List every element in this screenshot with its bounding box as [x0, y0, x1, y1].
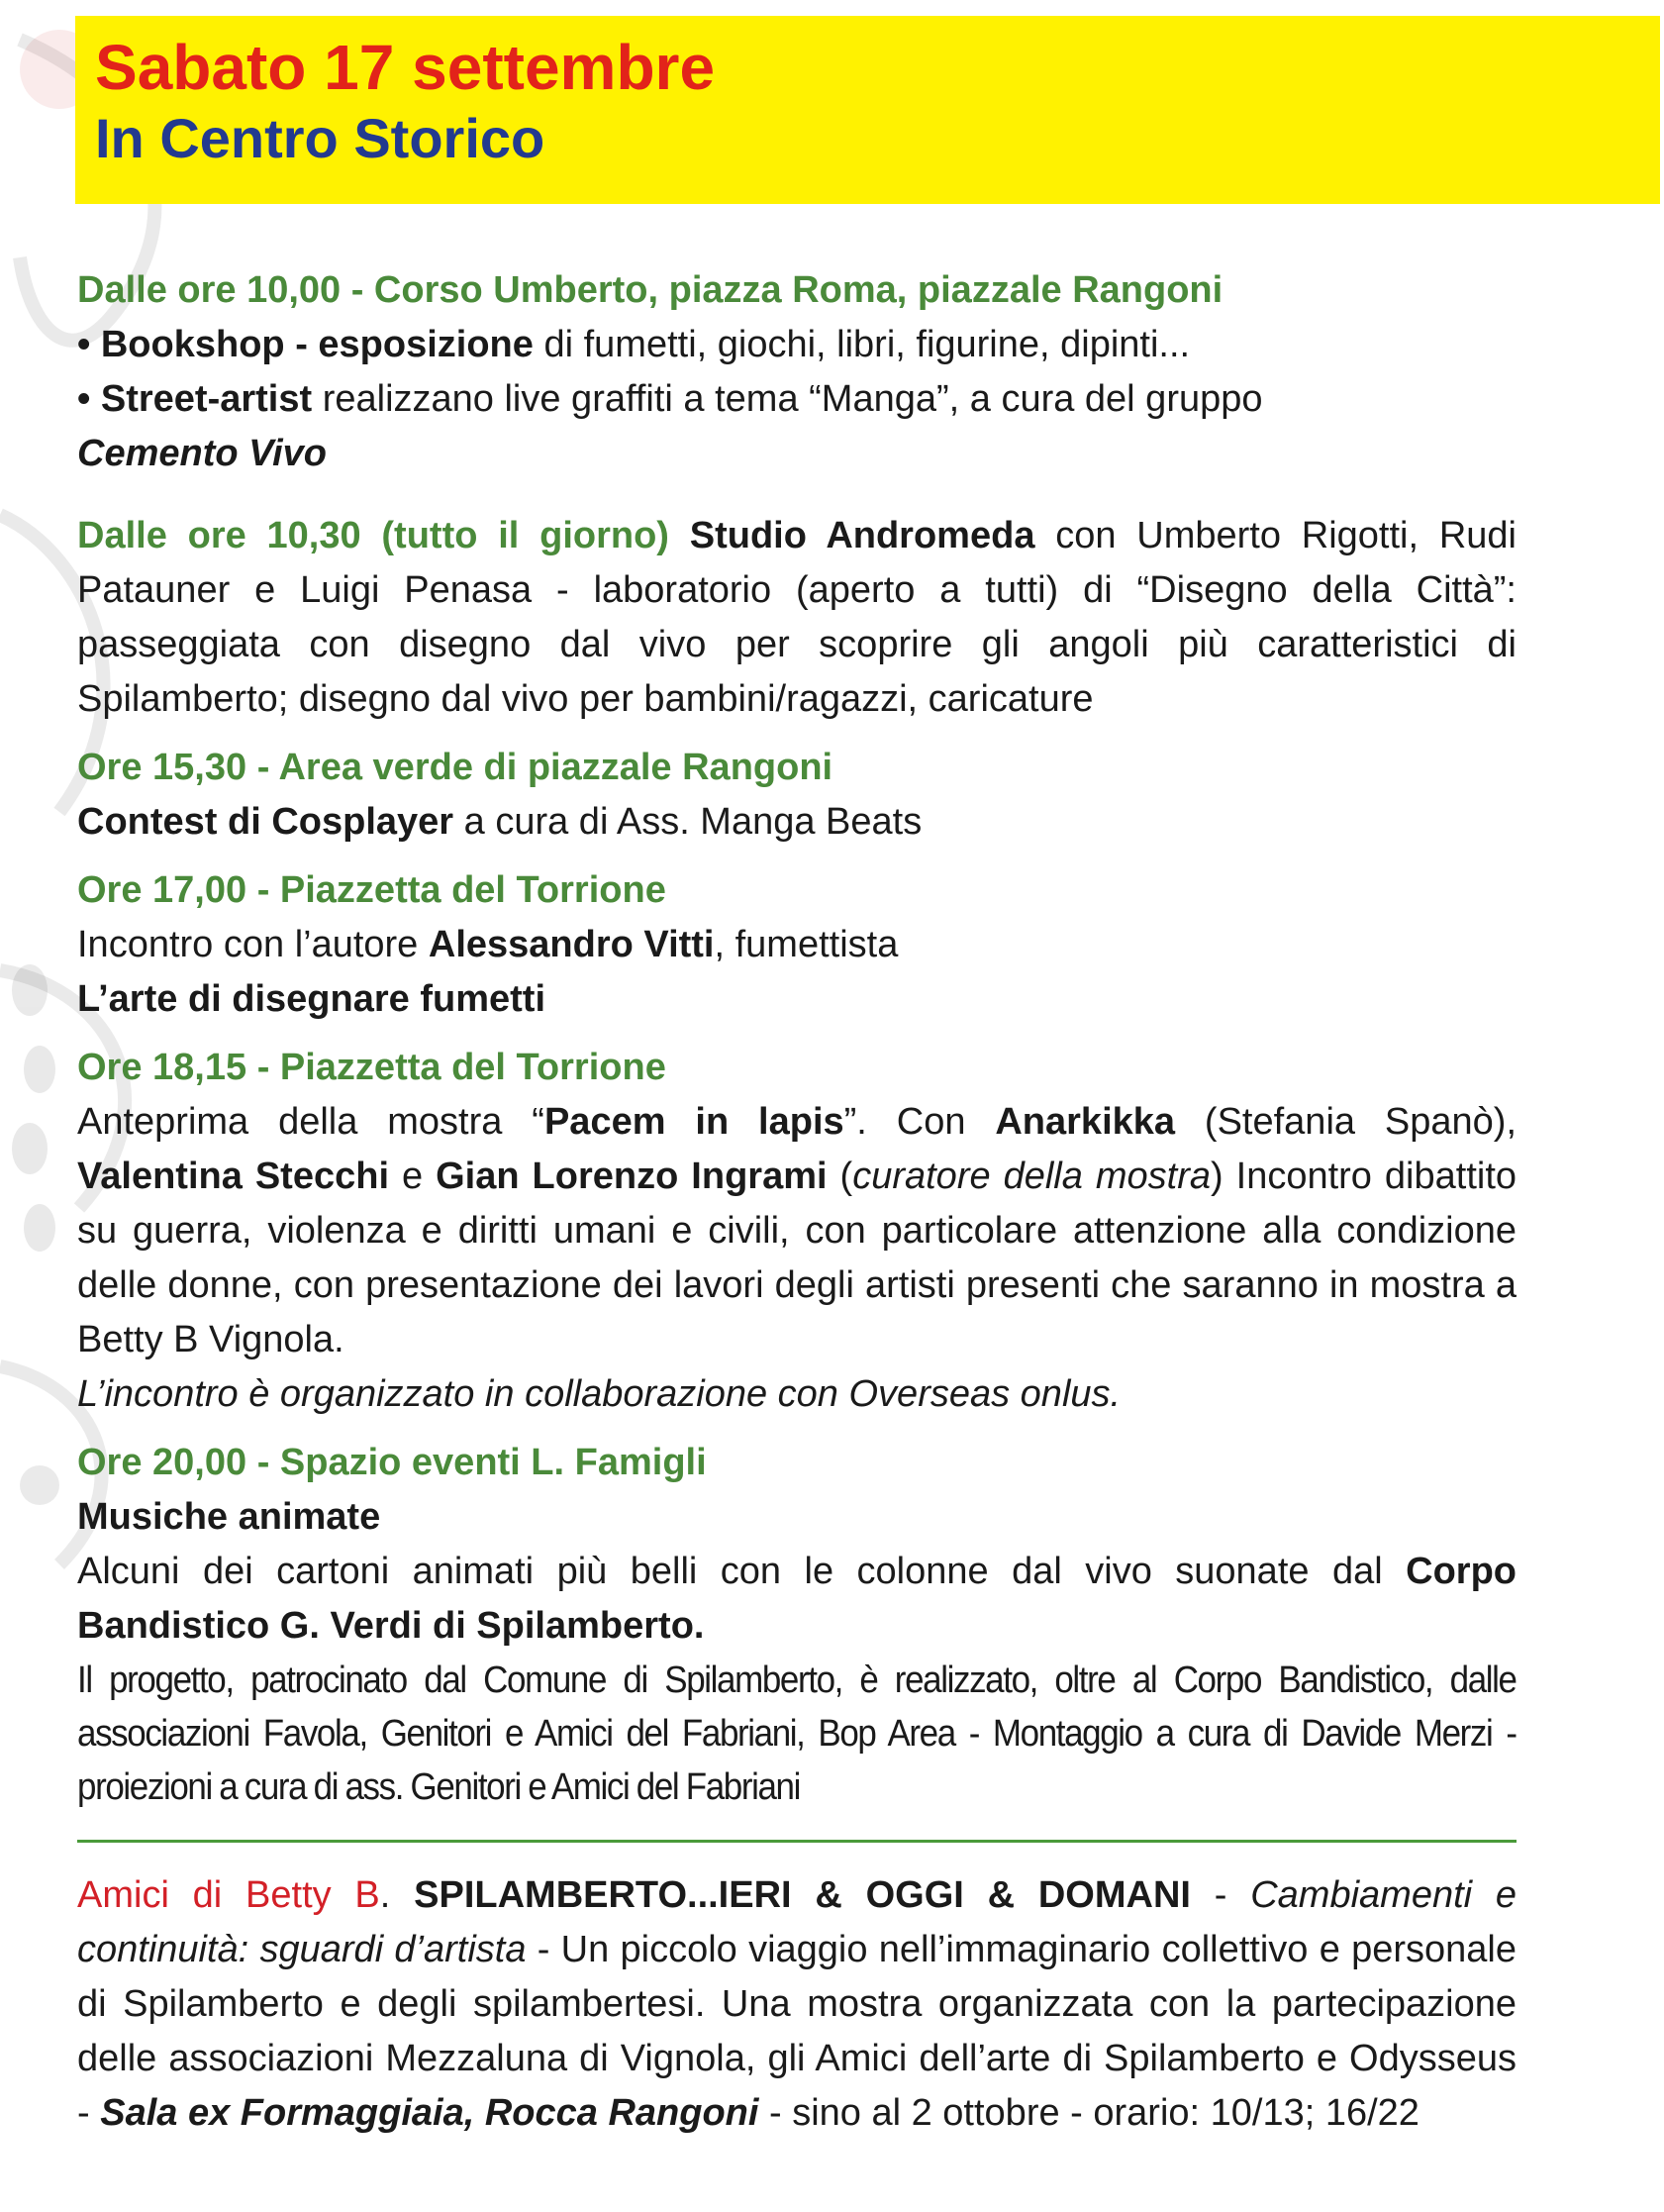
event-2 — [77, 509, 1517, 727]
event-6-title: Musiche animate — [77, 1496, 381, 1538]
event-2-title: Studio Andromeda — [668, 515, 1035, 556]
exhibition-organizer: Amici di Betty B — [77, 1874, 380, 1916]
program-content — [75, 263, 1517, 2141]
event-1-bullet-2-group: Cemento Vivo — [77, 433, 327, 474]
event-6 — [77, 1436, 1517, 1814]
event-1 — [77, 263, 1517, 481]
event-3-text: a cura di Ass. Manga Beats — [453, 801, 923, 843]
event-3-title: Contest di Cosplayer — [77, 801, 454, 843]
event-5-text-5: ( — [827, 1156, 853, 1197]
event-5-text-1: Anteprima della mostra “ — [77, 1101, 544, 1143]
exhibition-info — [77, 1868, 1517, 2141]
event-5-note: L’incontro è organizzato in collaborazione con Overseas onlus. — [77, 1373, 1122, 1415]
event-5-artist-1: Anarkikka — [995, 1101, 1176, 1143]
event-1-bullet-2-text: realizzano live graffiti a tema “Manga”, a cura del gruppo — [312, 378, 1263, 420]
event-4-time: Ore 17,00 - Piazzetta del Torrione — [77, 869, 666, 911]
event-6-credits: Il progetto, patrocinato dal Comune di Spilamberto, è realizzato, oltre al Corpo Bandistico, dalle associazioni Favola, Genitori e Amici del Fabriani, Bop Area - Montaggio a cura di Davide Merzi - proiezioni a cura di ass. Genitori e Amici del Fabriani — [77, 1659, 1517, 1808]
exhibition-text-2: - — [1190, 1874, 1251, 1916]
event-5-text-6: ) Incontro dibattito su guerra, violenza e diritti umani e civili, con particolare attenzione alla condizione delle donne, con presentazione dei lavori degli artisti presenti che saranno in mostra a Betty B Vignola. — [77, 1156, 1517, 1360]
event-5-artist-2: Valentina Stecchi — [77, 1156, 389, 1197]
event-4 — [77, 863, 1517, 1027]
event-5-curator-role: curatore della mostra — [852, 1156, 1211, 1197]
event-5-curator: Gian Lorenzo Ingrami — [436, 1156, 828, 1197]
program-page — [75, 16, 1515, 2155]
event-4-title: L’arte di disegnare fumetti — [77, 978, 545, 1020]
event-4-text-2: , fumettista — [714, 924, 899, 965]
exhibition-venue: Sala ex Formaggiaia, Rocca Rangoni — [100, 2092, 759, 2134]
event-2-time: Dalle ore 10,30 (tutto il giorno) — [77, 515, 669, 556]
exhibition-schedule: - sino al 2 ottobre - orario: 10/13; 16/22 — [758, 2092, 1419, 2134]
event-4-text: Incontro con l’autore — [77, 924, 429, 965]
event-1-time: Dalle ore 10,00 - Corso Umberto, piazza Roma, piazzale Rangoni — [77, 269, 1224, 311]
event-3 — [77, 741, 1517, 850]
exhibition-text-3: - Un piccolo viaggio nell’immaginario collettivo e personale di Spilamberto e degli spilambertesi. Una mostra organizzata con la partecipazione delle associazioni Mezzaluna di Vignola, gli Amici dell’arte di Spilamberto e Odysseus - — [77, 1929, 1517, 2134]
section-divider — [77, 1840, 1517, 1843]
event-6-text: Alcuni dei cartoni animati più belli con le colonne dal vivo suonate dal — [77, 1551, 1407, 1592]
event-3-time: Ore 15,30 - Area verde di piazzale Rangoni — [77, 747, 833, 788]
event-date: Sabato 17 settembre — [95, 32, 716, 103]
event-1-bullet-2-title: • Street-artist — [77, 378, 313, 420]
exhibition-subtitle: Cambiamenti e continuità: sguardi d’artista — [77, 1874, 1517, 1970]
event-5-text-2: ”. Con — [843, 1101, 996, 1143]
event-5-text-3: (Stefania Spanò), — [1175, 1101, 1517, 1143]
event-5-exhibit: Pacem in lapis — [543, 1101, 844, 1143]
event-2-text: con Umberto Rigotti, Rudi Patauner e Luigi Penasa - laboratorio (aperto a tutti) di “Disegno della Città”: passeggiata con disegno dal vivo per scoprire gli angoli più caratteristici di Spilamberto; disegno dal vivo per bambini/ragazzi, caricature — [77, 515, 1517, 720]
event-4-author: Alessandro Vitti — [428, 924, 715, 965]
exhibition-text-1: . — [379, 1874, 415, 1916]
exhibition-title: SPILAMBERTO...IERI & OGGI & DOMANI — [414, 1874, 1191, 1916]
event-6-time: Ore 20,00 - Spazio eventi L. Famigli — [77, 1442, 707, 1483]
event-1-bullet-1-text: di fumetti, giochi, libri, figurine, dipinti... — [533, 324, 1191, 365]
event-location: In Centro Storico — [95, 107, 545, 169]
event-5-time: Ore 18,15 - Piazzetta del Torrione — [77, 1047, 666, 1088]
event-6-band: Corpo Bandistico G. Verdi di Spilamberto. — [77, 1551, 1517, 1647]
event-5 — [77, 1041, 1517, 1422]
event-1-bullet-1-title: • Bookshop - esposizione — [77, 324, 534, 365]
event-5-text-4: e — [389, 1156, 437, 1197]
header-banner — [75, 16, 1660, 204]
